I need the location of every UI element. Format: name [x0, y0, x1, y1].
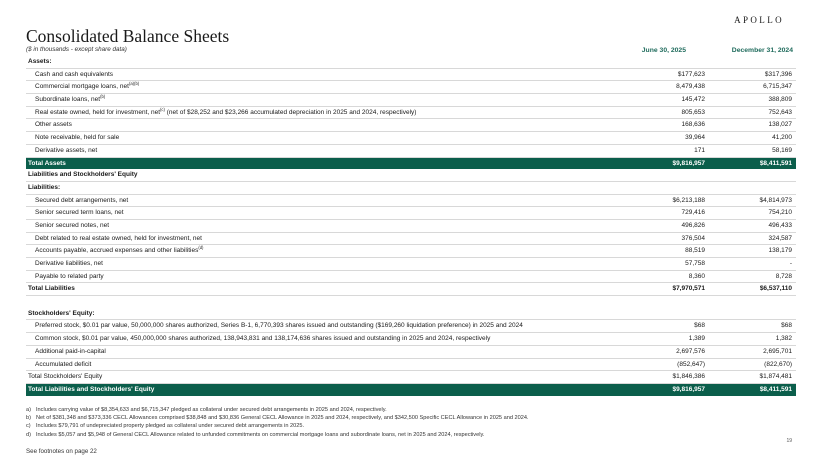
- value-june-2025: 8,479,438: [676, 83, 705, 91]
- value-june-2025: 145,472: [681, 96, 705, 104]
- table-row: [26, 107, 796, 120]
- row-label-text: Liabilities:: [28, 183, 61, 191]
- row-label-text: Note receivable, held for sale: [35, 134, 120, 142]
- footnote-marker: (a)(b): [128, 81, 140, 87]
- value-december-2024: 8,728: [775, 272, 792, 280]
- row-label-text: Preferred stock, $0.01 par value, 50,000,000 shares authorized, Series B-1, 6,770,393 shares issued and outstanding ($169,260 liquidation preference) in 2025 and 2024: [35, 322, 523, 330]
- table-row: [26, 245, 796, 258]
- row-label: [35, 195, 128, 207]
- table-row: [26, 296, 796, 308]
- footnote-marker: (c): [160, 106, 165, 112]
- row-label-text: Senior secured notes, net: [35, 221, 110, 229]
- value-june-2025: 8,360: [688, 272, 705, 280]
- table-row: [26, 145, 796, 158]
- footnote-text: Includes $79,791 of undepreciated property pledged as collateral under secured debt arrangements in 2025.: [36, 423, 305, 430]
- value-december-2024: 6,715,347: [763, 83, 792, 91]
- value-december-2024: -: [789, 260, 792, 267]
- row-label-text: Derivative assets, net: [35, 146, 98, 154]
- value-december-2024: 752,643: [768, 108, 792, 116]
- row-label: [28, 56, 51, 68]
- value-december-2024: 58,169: [772, 146, 792, 154]
- value-june-2025: 729,416: [681, 209, 705, 217]
- footnote: [26, 431, 786, 439]
- value-december-2024: 754,210: [768, 209, 792, 217]
- row-label-text: Accumulated deficit: [35, 360, 92, 368]
- row-label: [35, 119, 72, 131]
- row-label: [35, 333, 490, 345]
- footnote-text: Includes $5,057 and $5,948 of General CECL Allowance related to unfunded commitments on commercial mortgage loans and subordinate loans, net in 2025 and 2024, respectively.: [36, 431, 485, 438]
- row-label-text: Secured debt arrangements, net: [35, 196, 129, 204]
- value-june-2025: $7,970,571: [672, 285, 705, 293]
- row-label: [28, 283, 75, 295]
- row-label: [35, 258, 103, 270]
- value-june-2025: 57,758: [685, 260, 705, 267]
- footnote-mark: b): [26, 415, 31, 422]
- row-label-text: Assets:: [28, 58, 52, 65]
- table-row: [26, 333, 796, 346]
- table-row: [26, 81, 796, 94]
- row-label-text: Total Liabilities and Stockholders' Equity: [28, 385, 155, 393]
- value-june-2025: 805,653: [681, 108, 705, 116]
- row-label-text: Total Assets: [28, 159, 66, 167]
- row-label: [35, 220, 109, 232]
- table-row: [26, 371, 796, 384]
- row-label: [35, 69, 113, 81]
- row-label-text: Total Liabilities: [28, 285, 75, 293]
- row-label-text: Accounts payable, accrued expenses and other liabilities: [35, 247, 199, 255]
- table-row: [26, 308, 796, 321]
- row-label-text: Senior secured term loans, net: [35, 209, 124, 217]
- row-label: [35, 94, 105, 106]
- value-december-2024: 496,433: [768, 221, 792, 229]
- value-june-2025: 88,519: [685, 247, 705, 255]
- value-december-2024: 324,587: [768, 234, 792, 242]
- value-june-2025: $6,213,188: [672, 196, 705, 204]
- value-december-2024: 41,200: [772, 134, 792, 142]
- row-label-text: Debt related to real estate owned, held for investment, net: [35, 234, 202, 242]
- row-label: [28, 384, 154, 396]
- see-footnotes-link: See footnotes on page 22: [26, 448, 97, 455]
- apollo-logo: APOLLO: [734, 15, 784, 25]
- table-row: [26, 169, 796, 182]
- table-row: [26, 158, 796, 170]
- value-december-2024: $4,814,973: [759, 196, 792, 204]
- row-label-text: Liabilities and Stockholders' Equity: [28, 171, 138, 179]
- value-december-2024: $1,874,481: [759, 373, 792, 381]
- table-row: [26, 195, 796, 208]
- table-row: [26, 94, 796, 107]
- table-row: [26, 220, 796, 233]
- units-subtitle: ($ in thousands - except share data): [26, 46, 127, 53]
- footnote-marker: (b): [100, 93, 106, 99]
- row-label: [35, 245, 203, 257]
- table-row: [26, 271, 796, 284]
- value-june-2025: $177,623: [677, 70, 705, 78]
- row-label: [28, 169, 138, 181]
- value-june-2025: $9,816,957: [672, 159, 705, 167]
- row-label-text: Common stock, $0.01 par value, 450,000,000 shares authorized, 138,943,831 and 138,174,636 shares issued and outstanding in 2025 and 2024, respectively: [35, 335, 491, 343]
- row-label: [28, 158, 66, 170]
- row-label-text: Derivative liabilities, net: [35, 260, 103, 267]
- page-number: 19: [786, 438, 792, 444]
- row-label: [28, 182, 60, 194]
- value-june-2025: 39,964: [685, 134, 705, 142]
- footnote-marker: (d): [198, 245, 204, 251]
- value-june-2025: $9,816,957: [672, 385, 705, 393]
- value-december-2024: $6,537,110: [759, 285, 792, 293]
- row-label: [35, 320, 523, 332]
- row-label: [35, 233, 202, 245]
- value-december-2024: 1,382: [775, 335, 792, 343]
- value-december-2024: 2,695,701: [763, 347, 792, 355]
- footnote: [26, 406, 786, 414]
- row-label-text: Stockholders' Equity:: [28, 309, 95, 317]
- table-row: [26, 207, 796, 220]
- value-december-2024: 138,027: [768, 121, 792, 129]
- row-label: [35, 346, 106, 358]
- table-row: [26, 233, 796, 246]
- row-label-text: Cash and cash equivalents: [35, 70, 114, 78]
- footnote-mark: a): [26, 407, 31, 413]
- value-june-2025: 496,826: [681, 221, 705, 229]
- value-december-2024: 138,179: [768, 247, 792, 255]
- value-june-2025: 2,697,576: [676, 347, 705, 355]
- value-june-2025: $68: [694, 322, 705, 330]
- value-june-2025: (852,647): [677, 360, 705, 368]
- value-december-2024: $8,411,591: [759, 385, 792, 393]
- row-label-text: Commercial mortgage loans, net: [35, 83, 129, 91]
- table-row: [26, 56, 796, 69]
- value-december-2024: $8,411,591: [759, 159, 792, 167]
- footnote-text: Includes carrying value of $8,354,633 and $6,715,347 pledged as collateral under secured debt arrangements in 2025 and 2024, respectively.: [36, 407, 387, 413]
- table-row: [26, 132, 796, 145]
- value-june-2025: 171: [694, 146, 705, 154]
- row-label-text: Additional paid-in-capital: [35, 347, 106, 355]
- footnote: [26, 414, 786, 422]
- value-december-2024: (822,670): [764, 360, 792, 368]
- footnotes: [26, 406, 786, 439]
- row-label-text: Real estate owned, held for investment, net: [35, 108, 161, 116]
- row-label-text: Payable to related party: [35, 272, 104, 280]
- table-row: [26, 119, 796, 132]
- row-label: [35, 359, 91, 371]
- table-row: [26, 69, 796, 82]
- table-row: [26, 346, 796, 359]
- value-june-2025: 376,504: [681, 234, 705, 242]
- table-row: [26, 320, 796, 333]
- column-header-june-2025: June 30, 2025: [641, 47, 686, 54]
- footnote: [26, 422, 786, 430]
- column-header-december-2024: December 31, 2024: [731, 47, 793, 54]
- table-row: [26, 384, 796, 396]
- value-june-2025: 1,389: [688, 335, 705, 343]
- row-label: [35, 207, 124, 219]
- row-label-suffix: (net of $28,252 and $23,266 accumulated depreciation in 2025 and 2024, respectively): [164, 108, 417, 116]
- table-row: [26, 182, 796, 195]
- row-label: [35, 145, 97, 157]
- value-june-2025: 168,636: [681, 121, 705, 129]
- row-label: [28, 308, 95, 320]
- row-label-text: Total Stockholders' Equity: [28, 373, 103, 381]
- row-label-text: Other assets: [35, 121, 72, 129]
- row-label: [28, 371, 102, 383]
- value-december-2024: $317,396: [764, 70, 792, 78]
- row-label: [35, 132, 119, 144]
- row-label: [35, 107, 416, 119]
- table-row: [26, 359, 796, 372]
- row-label: [35, 81, 139, 93]
- footnote-mark: d): [26, 431, 31, 438]
- table-row: [26, 258, 796, 271]
- value-june-2025: $1,846,386: [672, 373, 705, 381]
- value-december-2024: 388,809: [768, 96, 792, 104]
- row-label-text: Subordinate loans, net: [35, 96, 101, 104]
- balance-sheet-table: [26, 56, 796, 396]
- footnote-text: Net of $381,348 and $373,336 CECL Allowances comprised $38,848 and $30,836 General CECL Allowance in 2025 and 2024, respectively, and $342,500 Specific CECL Allowance in 2025 and 2024.: [36, 415, 529, 422]
- value-december-2024: $68: [781, 322, 792, 330]
- table-row: [26, 283, 796, 296]
- row-label: [35, 271, 104, 283]
- page-title: Consolidated Balance Sheets: [26, 26, 230, 46]
- footnote-mark: c): [26, 423, 31, 430]
